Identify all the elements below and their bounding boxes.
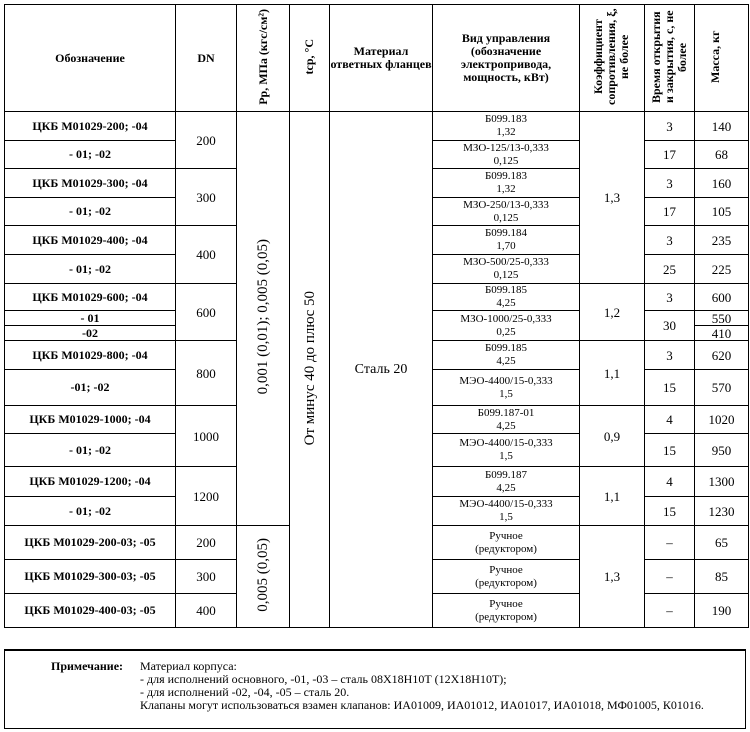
designation-cell: ЦКБ М01029-1200; -04	[5, 467, 176, 497]
control-cell: МЗО-500/25-0,333 0,125	[433, 255, 580, 284]
designation-cell: - 01	[5, 311, 176, 326]
mass-cell: 550	[695, 311, 749, 326]
header-dn: DN	[176, 5, 237, 112]
mass-cell: 1300	[695, 467, 749, 497]
mass-cell: 235	[695, 226, 749, 255]
time-cell: 15	[645, 434, 695, 467]
header-flange-material: Материал ответных фланцев	[330, 5, 433, 112]
mass-cell: 65	[695, 526, 749, 560]
pressure-cell: 0,001 (0,01); 0,005 (0,05)	[237, 112, 290, 526]
mass-cell: 140	[695, 112, 749, 141]
time-cell: –	[645, 560, 695, 594]
control-cell: Ручное (редуктором)	[433, 560, 580, 594]
header-mass: Масса, кг	[695, 5, 749, 112]
designation-cell: ЦКБ М01029-400-03; -05	[5, 594, 176, 628]
note-line: Материал корпуса:	[140, 659, 237, 673]
dn-cell: 400	[176, 226, 237, 284]
designation-cell: - 01; -02	[5, 141, 176, 169]
time-cell: 17	[645, 141, 695, 169]
mass-cell: 950	[695, 434, 749, 467]
dn-cell: 200	[176, 526, 237, 560]
time-cell: 4	[645, 406, 695, 434]
control-cell: МЭО-4400/15-0,333 1,5	[433, 497, 580, 526]
header-designation: Обозначение	[5, 5, 176, 112]
mass-cell: 190	[695, 594, 749, 628]
mass-cell: 85	[695, 560, 749, 594]
mass-cell: 410	[695, 326, 749, 341]
note-line: Клапаны могут использоваться взамен клапанов: ИА01009, ИА01012, ИА01017, ИА01018, МФ01005, К01016.	[140, 698, 704, 712]
control-cell: Б099.187-01 4,25	[433, 406, 580, 434]
dn-cell: 300	[176, 169, 237, 226]
coefficient-cell: 1,3	[580, 526, 645, 628]
time-cell: –	[645, 594, 695, 628]
coefficient-cell: 1,1	[580, 467, 645, 526]
notes-block	[4, 649, 746, 729]
mass-cell: 1020	[695, 406, 749, 434]
header-row	[5, 5, 749, 112]
coefficient-cell: 1,3	[580, 112, 645, 284]
designation-cell: ЦКБ М01029-400; -04	[5, 226, 176, 255]
dn-cell: 200	[176, 112, 237, 169]
dn-cell: 600	[176, 284, 237, 341]
time-cell: 30	[645, 311, 695, 341]
designation-cell: -01; -02	[5, 370, 176, 406]
header-pressure: Pp, МПа (кгс/см²)	[237, 5, 290, 112]
control-cell: МЗО-250/13-0,333 0,125	[433, 198, 580, 226]
coefficient-cell: 1,2	[580, 284, 645, 341]
control-cell: Б099.183 1,32	[433, 112, 580, 141]
dn-cell: 1200	[176, 467, 237, 526]
mass-cell: 105	[695, 198, 749, 226]
dn-cell: 1000	[176, 406, 237, 467]
designation-cell: - 01; -02	[5, 497, 176, 526]
header-temperature: tср, °С	[290, 5, 330, 112]
material-cell: Сталь 20	[330, 112, 433, 628]
dn-cell: 300	[176, 560, 237, 594]
dn-cell: 800	[176, 341, 237, 406]
dn-cell: 400	[176, 594, 237, 628]
note-line: - для исполнений основного, -01, -03 – сталь 08Х18Н10Т (12Х18Н10Т);	[140, 672, 507, 686]
mass-cell: 620	[695, 341, 749, 370]
notes-label: Примечание:	[51, 659, 124, 673]
time-cell: 3	[645, 169, 695, 198]
control-cell: Б099.185 4,25	[433, 284, 580, 311]
note-line: - для исполнений -02, -04, -05 – сталь 20.	[140, 685, 350, 699]
temperature-cell: От минус 40 до плюс 50	[290, 112, 330, 628]
time-cell: 3	[645, 112, 695, 141]
mass-cell: 570	[695, 370, 749, 406]
designation-cell: ЦКБ М01029-1000; -04	[5, 406, 176, 434]
designation-cell: ЦКБ М01029-300-03; -05	[5, 560, 176, 594]
time-cell: 3	[645, 284, 695, 311]
mass-cell: 1230	[695, 497, 749, 526]
control-cell: Б099.185 4,25	[433, 341, 580, 370]
time-cell: 17	[645, 198, 695, 226]
control-cell: Ручное (редуктором)	[433, 594, 580, 628]
time-cell: 25	[645, 255, 695, 284]
designation-cell: ЦКБ М01029-300; -04	[5, 169, 176, 198]
mass-cell: 225	[695, 255, 749, 284]
designation-cell: - 01; -02	[5, 434, 176, 467]
control-cell: МЭО-4400/15-0,333 1,5	[433, 434, 580, 467]
designation-cell: ЦКБ М01029-600; -04	[5, 284, 176, 311]
coefficient-cell: 0,9	[580, 406, 645, 467]
control-cell: МЗО-1000/25-0,333 0,25	[433, 311, 580, 341]
designation-cell: -02	[5, 326, 176, 341]
notes-lines	[140, 660, 704, 712]
time-cell: 15	[645, 497, 695, 526]
time-cell: 4	[645, 467, 695, 497]
designation-cell: ЦКБ М01029-200; -04	[5, 112, 176, 141]
control-cell: МЭО-4400/15-0,333 1,5	[433, 370, 580, 406]
time-cell: 15	[645, 370, 695, 406]
control-cell: МЗО-125/13-0,333 0,125	[433, 141, 580, 169]
designation-cell: - 01; -02	[5, 255, 176, 284]
mass-cell: 600	[695, 284, 749, 311]
mass-cell: 68	[695, 141, 749, 169]
time-cell: 3	[645, 341, 695, 370]
control-cell: Б099.183 1,32	[433, 169, 580, 198]
mass-cell: 160	[695, 169, 749, 198]
control-cell: Ручное (редуктором)	[433, 526, 580, 560]
header-time: Время открытия и закрытия, с, не более	[645, 5, 695, 112]
pressure-cell: 0,005 (0,05)	[237, 526, 290, 628]
control-cell: Б099.184 1,70	[433, 226, 580, 255]
time-cell: 3	[645, 226, 695, 255]
control-cell: Б099.187 4,25	[433, 467, 580, 497]
designation-cell: - 01; -02	[5, 198, 176, 226]
table-row	[5, 112, 749, 141]
designation-cell: ЦКБ М01029-800; -04	[5, 341, 176, 370]
designation-cell: ЦКБ М01029-200-03; -05	[5, 526, 176, 560]
time-cell: –	[645, 526, 695, 560]
specification-table	[4, 4, 749, 628]
coefficient-cell: 1,1	[580, 341, 645, 406]
header-coefficient: Коэффициент сопротивления, ξ, не более	[580, 5, 645, 112]
header-control: Вид управления (обозначение электропривода, мощность, кВт)	[433, 5, 580, 112]
